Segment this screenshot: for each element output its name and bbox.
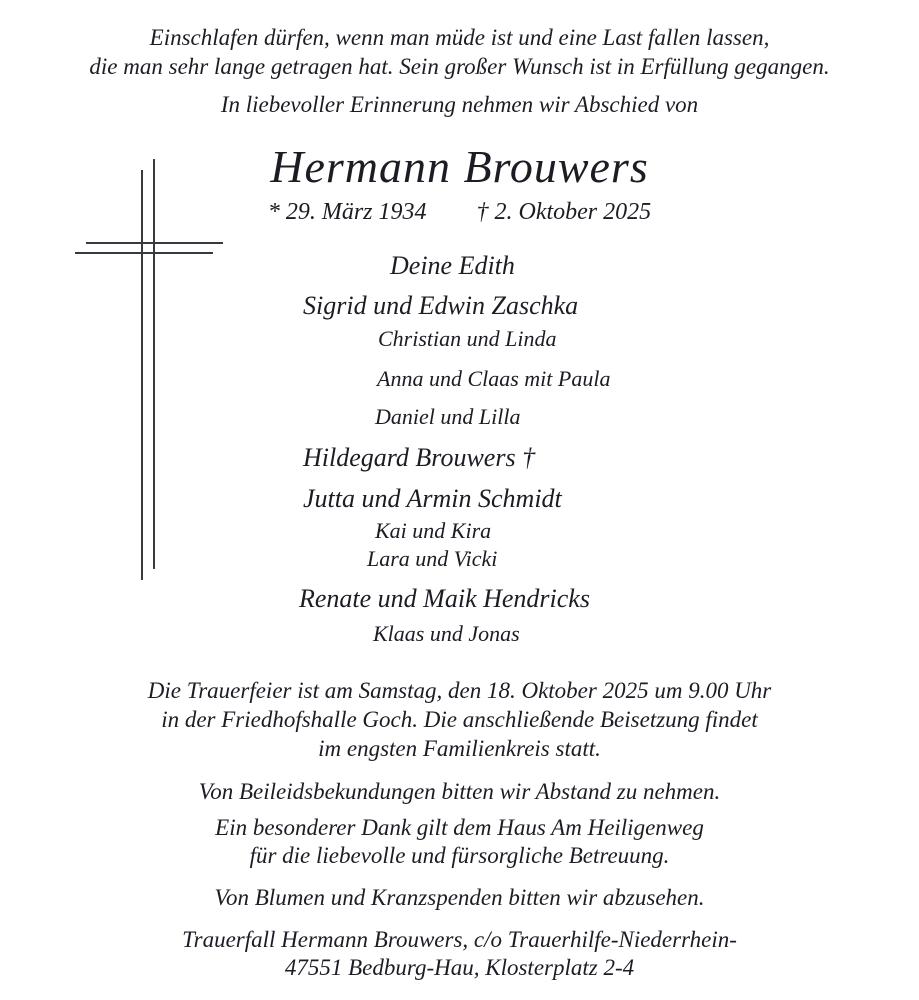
deceased-name: Hermann Brouwers	[270, 141, 649, 192]
mourner-line: Hildegard Brouwers †	[303, 443, 536, 472]
thanks-note	[0, 814, 919, 870]
mourner-line: Lara und Vicki	[367, 546, 498, 571]
cross-horizontal-line-bottom	[75, 252, 213, 254]
mourner-line: Renate und Maik Hendricks	[299, 584, 590, 613]
cross-vertical-line-left	[141, 170, 143, 580]
funeral-info-line-3: im engsten Familienkreis statt.	[318, 736, 601, 761]
mourner-line: Sigrid und Edwin Zaschka	[303, 291, 579, 320]
contact-line-2: 47551 Bedburg-Hau, Klosterplatz 2-4	[284, 955, 635, 980]
mourner-line: Kai und Kira	[375, 518, 492, 543]
quote-line-2: die man sehr lange getragen hat. Sein großer Wunsch ist in Erfüllung gegangen.	[89, 54, 830, 79]
thanks-line-1: Ein besonderer Dank gilt dem Haus Am Heiligenweg	[215, 815, 704, 840]
mourner-line: Anna und Claas mit Paula	[377, 366, 611, 391]
mourner-line: Klaas und Jonas	[373, 621, 520, 646]
thanks-line-2: für die liebevolle und fürsorgliche Betreuung.	[249, 843, 670, 868]
flowers-note: Von Blumen und Kranzspenden bitten wir abzusehen.	[214, 885, 705, 910]
contact-info	[0, 926, 919, 982]
mourner-line: Christian und Linda	[378, 326, 557, 351]
mourner-line: Jutta und Armin Schmidt	[303, 484, 562, 513]
life-dates	[0, 197, 919, 227]
mourner-line: Deine Edith	[390, 251, 515, 280]
funeral-info-line-2: in der Friedhofshalle Goch. Die anschließende Beisetzung findet	[161, 707, 758, 732]
funeral-info-line-1: Die Trauerfeier ist am Samstag, den 18. Oktober 2025 um 9.00 Uhr	[147, 678, 772, 703]
birth-date: * 29. März 1934	[267, 199, 427, 225]
death-date: † 2. Oktober 2025	[476, 199, 652, 225]
contact-line-1: Trauerfall Hermann Brouwers, c/o Trauerhilfe-Niederrhein-	[182, 927, 737, 952]
mourner-line: Daniel und Lilla	[375, 404, 521, 429]
quote-line-1: Einschlafen dürfen, wenn man müde ist und eine Last fallen lassen,	[149, 25, 770, 50]
opening-quote	[0, 23, 919, 81]
intro-line: In liebevoller Erinnerung nehmen wir Abschied von	[220, 92, 699, 117]
cross-horizontal-line-top	[86, 242, 223, 244]
condolence-note: Von Beileidsbekundungen bitten wir Abstand zu nehmen.	[198, 779, 721, 804]
funeral-info	[0, 676, 919, 763]
